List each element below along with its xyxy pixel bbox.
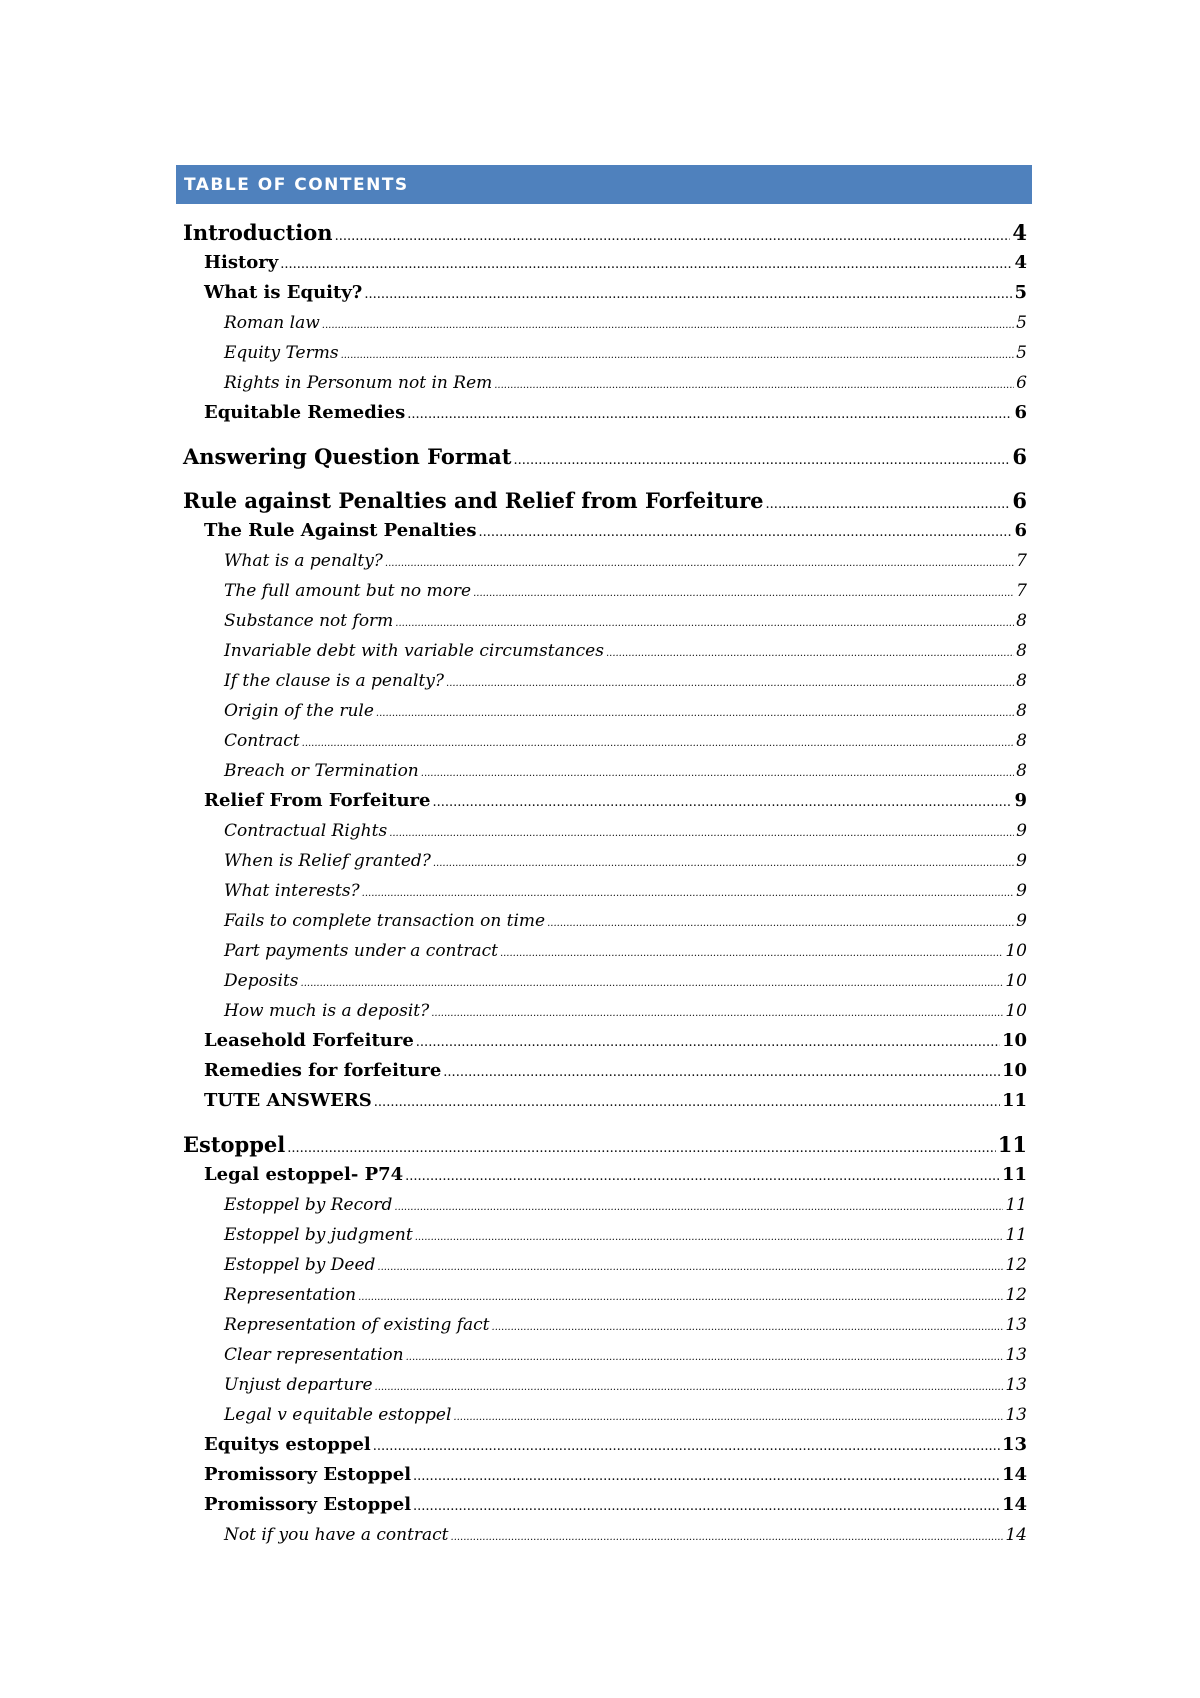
toc-dot-leader <box>453 1403 1003 1433</box>
toc-dot-leader <box>377 1253 1003 1283</box>
toc-entry-label: Representation <box>224 1285 357 1305</box>
toc-entry-level-3[interactable] <box>183 876 1027 906</box>
toc-dot-leader <box>302 729 1015 759</box>
toc-entry-page-number: 13 <box>1001 1434 1027 1455</box>
toc-dot-leader <box>374 1088 1000 1118</box>
toc-entry-page-number: 9 <box>1014 790 1027 811</box>
toc-entry-page-number: 14 <box>1001 1464 1027 1485</box>
toc-entry-page-number: 11 <box>997 1132 1027 1157</box>
toc-entry-level-2[interactable] <box>183 516 1027 546</box>
toc-dot-leader <box>301 969 1004 999</box>
toc-entry-label: History <box>204 252 279 273</box>
toc-entry-label: Deposits <box>224 971 299 991</box>
toc-entry-page-number: 8 <box>1016 731 1027 751</box>
toc-dot-leader <box>500 939 1003 969</box>
toc-entry-page-number: 5 <box>1016 313 1027 333</box>
toc-entry-page-number: 10 <box>1005 1001 1027 1021</box>
toc-entry-label: The Rule Against Penalties <box>204 520 477 541</box>
toc-entry-level-3[interactable] <box>183 726 1027 756</box>
toc-dot-leader <box>494 371 1014 401</box>
toc-entry-label: Equitable Remedies <box>204 402 406 423</box>
toc-dot-leader <box>492 1313 1004 1343</box>
toc-dot-leader <box>413 1492 1000 1522</box>
toc-entry-level-3[interactable] <box>183 966 1027 996</box>
toc-entry-label: Representation of existing fact <box>224 1315 490 1335</box>
toc-entry-level-3[interactable] <box>183 1520 1027 1550</box>
toc-heading-banner <box>176 165 1032 204</box>
toc-entry-level-3[interactable] <box>183 1400 1027 1430</box>
toc-entry-label: Promissory Estoppel <box>204 1464 412 1485</box>
toc-entry-label: Breach or Termination <box>224 761 419 781</box>
toc-entry-label: Equitys estoppel <box>204 1434 371 1455</box>
toc-entry-page-number: 13 <box>1005 1315 1027 1335</box>
toc-dot-leader <box>473 579 1014 609</box>
toc-entry-level-3[interactable] <box>183 936 1027 966</box>
toc-entry-label: Introduction <box>183 220 333 245</box>
toc-entry-page-number: 8 <box>1016 641 1027 661</box>
toc-entry-label: Origin of the rule <box>224 701 374 721</box>
toc-entry-page-number: 14 <box>1005 1525 1027 1545</box>
toc-dot-leader <box>341 341 1015 371</box>
toc-entry-label: Fails to complete transaction on time <box>224 911 546 931</box>
toc-entry-level-1[interactable] <box>183 218 1027 248</box>
toc-dot-leader <box>446 669 1014 699</box>
toc-dot-leader <box>766 490 1011 520</box>
toc-dot-leader <box>405 1162 1000 1192</box>
toc-entry-level-3[interactable] <box>183 606 1027 636</box>
toc-entry-page-number: 11 <box>1005 1225 1027 1245</box>
toc-entry-page-number: 10 <box>1005 941 1027 961</box>
toc-dot-leader <box>389 819 1014 849</box>
toc-entry-label: Invariable debt with variable circumstances <box>224 641 604 661</box>
toc-entry-page-number: 5 <box>1016 343 1027 363</box>
toc-dot-leader <box>413 1462 1000 1492</box>
toc-entry-level-3[interactable] <box>183 576 1027 606</box>
toc-entry-level-3[interactable] <box>183 338 1027 368</box>
toc-entry-label: Estoppel <box>183 1132 286 1157</box>
toc-dot-leader <box>547 909 1014 939</box>
toc-entry-level-3[interactable] <box>183 1370 1027 1400</box>
toc-entry-label: Rights in Personum not in Rem <box>224 373 493 393</box>
toc-entry-label: Relief From Forfeiture <box>204 790 431 811</box>
toc-list <box>183 218 1027 1550</box>
toc-entry-level-3[interactable] <box>183 1280 1027 1310</box>
toc-entry-level-1[interactable] <box>183 442 1027 472</box>
toc-entry-level-2[interactable] <box>183 1086 1027 1116</box>
toc-entry-page-number: 8 <box>1016 611 1027 631</box>
toc-entry-label: Leasehold Forfeiture <box>204 1030 414 1051</box>
toc-entry-label: Contract <box>224 731 300 751</box>
toc-entry-label: Substance not form <box>224 611 394 631</box>
toc-entry-label: Estoppel by judgment <box>224 1225 413 1245</box>
toc-dot-leader <box>394 1193 1003 1223</box>
toc-entry-page-number: 9 <box>1016 881 1027 901</box>
toc-entry-label: TUTE ANSWERS <box>204 1090 372 1111</box>
toc-entry-level-2[interactable] <box>183 248 1027 278</box>
toc-dot-leader <box>358 1283 1003 1313</box>
toc-entry-label: Equity Terms <box>224 343 339 363</box>
toc-dot-leader <box>416 1028 1000 1058</box>
toc-entry-level-3[interactable] <box>183 666 1027 696</box>
toc-entry-level-2[interactable] <box>183 398 1027 428</box>
toc-dot-leader <box>376 699 1014 729</box>
toc-entry-level-3[interactable] <box>183 1340 1027 1370</box>
toc-entry-page-number: 11 <box>1001 1090 1027 1111</box>
toc-entry-page-number: 14 <box>1001 1494 1027 1515</box>
toc-entry-level-3[interactable] <box>183 1310 1027 1340</box>
toc-dot-leader <box>322 311 1014 341</box>
toc-entry-page-number: 6 <box>1012 488 1027 513</box>
toc-entry-page-number: 8 <box>1016 701 1027 721</box>
toc-entry-page-number: 9 <box>1016 851 1027 871</box>
toc-dot-leader <box>433 849 1014 879</box>
toc-entry-page-number: 4 <box>1012 220 1027 245</box>
toc-entry-page-number: 10 <box>1001 1060 1027 1081</box>
toc-entry-label: How much is a deposit? <box>224 1001 430 1021</box>
toc-entry-label: Roman law <box>224 313 320 333</box>
toc-dot-leader <box>364 280 1012 310</box>
toc-entry-level-3[interactable] <box>183 846 1027 876</box>
toc-entry-level-3[interactable] <box>183 1250 1027 1280</box>
toc-entry-label: Unjust departure <box>224 1375 373 1395</box>
toc-entry-label: The full amount but no more <box>224 581 472 601</box>
toc-entry-level-3[interactable] <box>183 696 1027 726</box>
toc-entry-level-1[interactable] <box>183 1130 1027 1160</box>
toc-entry-level-2[interactable] <box>183 786 1027 816</box>
toc-entry-label: What is Equity? <box>204 282 363 303</box>
toc-entry-level-3[interactable] <box>183 546 1027 576</box>
toc-entry-label: Contractual Rights <box>224 821 388 841</box>
toc-entry-level-1[interactable] <box>183 486 1027 516</box>
toc-entry-level-3[interactable] <box>183 636 1027 666</box>
toc-entry-label: Legal v equitable estoppel <box>224 1405 452 1425</box>
toc-dot-leader <box>421 759 1014 789</box>
toc-entry-label: Remedies for forfeiture <box>204 1060 442 1081</box>
toc-entry-page-number: 8 <box>1016 761 1027 781</box>
toc-entry-page-number: 4 <box>1014 252 1027 273</box>
toc-entry-label: Legal estoppel- P74 <box>204 1164 404 1185</box>
toc-entry-level-3[interactable] <box>183 1190 1027 1220</box>
toc-entry-label: Estoppel by Record <box>224 1195 393 1215</box>
toc-dot-leader <box>606 639 1014 669</box>
toc-entry-level-3[interactable] <box>183 996 1027 1026</box>
toc-entry-page-number: 11 <box>1001 1164 1027 1185</box>
toc-dot-leader <box>443 1058 1000 1088</box>
toc-entry-page-number: 5 <box>1014 282 1027 303</box>
toc-entry-page-number: 13 <box>1005 1375 1027 1395</box>
toc-entry-level-3[interactable] <box>183 816 1027 846</box>
toc-entry-label: Estoppel by Deed <box>224 1255 376 1275</box>
toc-entry-label: Rule against Penalties and Relief from Forfeiture <box>183 488 764 513</box>
toc-dot-leader <box>415 1223 1004 1253</box>
toc-entry-page-number: 12 <box>1005 1285 1027 1305</box>
toc-entry-level-3[interactable] <box>183 1220 1027 1250</box>
toc-entry-page-number: 13 <box>1005 1405 1027 1425</box>
toc-dot-leader <box>431 999 1003 1029</box>
toc-dot-leader <box>479 518 1013 548</box>
toc-entry-page-number: 9 <box>1016 821 1027 841</box>
toc-entry-page-number: 8 <box>1016 671 1027 691</box>
toc-entry-label: Clear representation <box>224 1345 404 1365</box>
toc-entry-level-2[interactable] <box>183 278 1027 308</box>
toc-entry-level-3[interactable] <box>183 308 1027 338</box>
toc-heading: TABLE OF CONTENTS <box>184 174 409 195</box>
toc-dot-leader <box>375 1373 1004 1403</box>
toc-dot-leader <box>395 609 1014 639</box>
toc-entry-level-2[interactable] <box>183 1430 1027 1460</box>
toc-entry-page-number: 6 <box>1014 402 1027 423</box>
toc-entry-label: What interests? <box>224 881 360 901</box>
toc-entry-page-number: 11 <box>1005 1195 1027 1215</box>
toc-dot-leader <box>362 879 1015 909</box>
toc-entry-page-number: 10 <box>1005 971 1027 991</box>
toc-entry-level-2[interactable] <box>183 1056 1027 1086</box>
toc-dot-leader <box>280 250 1012 280</box>
toc-entry-page-number: 12 <box>1005 1255 1027 1275</box>
toc-entry-level-2[interactable] <box>183 1460 1027 1490</box>
toc-dot-leader <box>407 400 1012 430</box>
toc-entry-label: What is a penalty? <box>224 551 383 571</box>
toc-entry-label: If the clause is a penalty? <box>224 671 445 691</box>
toc-dot-leader <box>432 788 1012 818</box>
toc-dot-leader <box>373 1432 1000 1462</box>
toc-entry-label: Part payments under a contract <box>224 941 498 961</box>
toc-entry-page-number: 7 <box>1016 551 1027 571</box>
toc-dot-leader <box>451 1523 1004 1553</box>
toc-entry-page-number: 6 <box>1014 520 1027 541</box>
toc-entry-level-3[interactable] <box>183 368 1027 398</box>
toc-dot-leader <box>514 446 1011 476</box>
toc-entry-page-number: 13 <box>1005 1345 1027 1365</box>
toc-entry-page-number: 10 <box>1001 1030 1027 1051</box>
toc-entry-page-number: 9 <box>1016 911 1027 931</box>
toc-entry-level-3[interactable] <box>183 756 1027 786</box>
toc-entry-level-2[interactable] <box>183 1490 1027 1520</box>
toc-entry-level-2[interactable] <box>183 1160 1027 1190</box>
toc-entry-label: Not if you have a contract <box>224 1525 449 1545</box>
toc-entry-level-3[interactable] <box>183 906 1027 936</box>
toc-entry-page-number: 7 <box>1016 581 1027 601</box>
toc-dot-leader <box>385 549 1014 579</box>
toc-entry-page-number: 6 <box>1016 373 1027 393</box>
toc-entry-label: Answering Question Format <box>183 444 512 469</box>
toc-entry-label: When is Relief granted? <box>224 851 431 871</box>
toc-dot-leader <box>335 222 1011 252</box>
toc-dot-leader <box>406 1343 1004 1373</box>
toc-entry-page-number: 6 <box>1012 444 1027 469</box>
toc-entry-level-2[interactable] <box>183 1026 1027 1056</box>
toc-entry-label: Promissory Estoppel <box>204 1494 412 1515</box>
